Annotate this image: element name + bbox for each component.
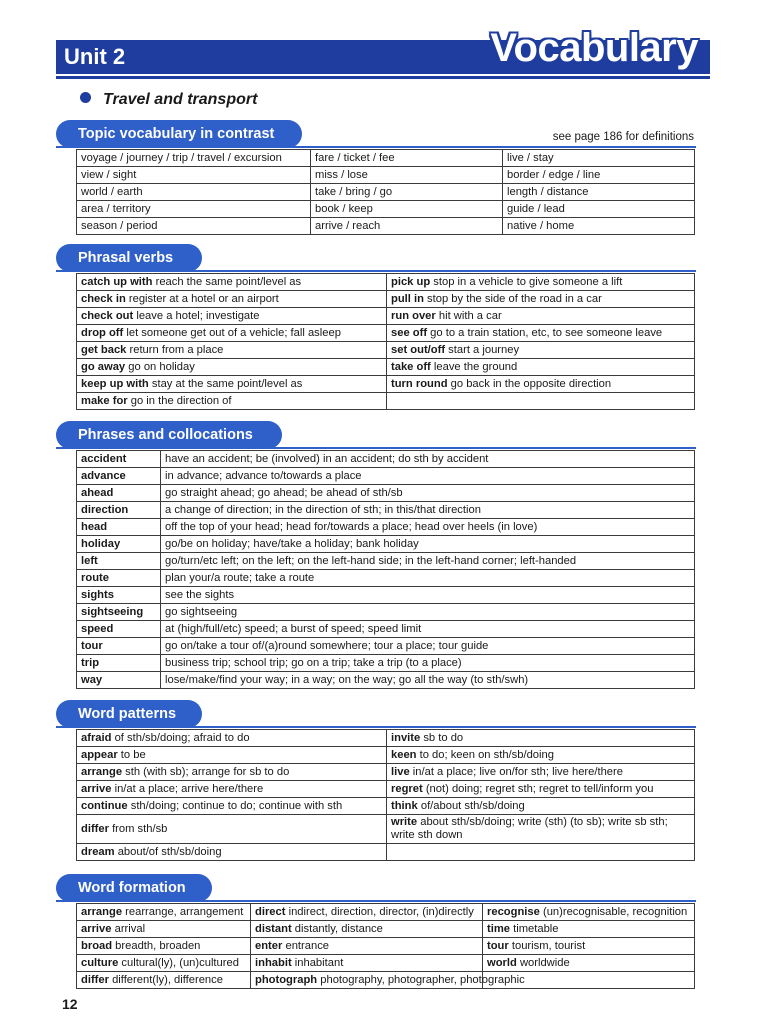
collocations: have an accident; be (involved) in an accident; do sth by accident <box>165 452 489 465</box>
headword: culture <box>81 956 119 969</box>
definition: go back in the opposite direction <box>447 377 612 390</box>
section-rule-formation <box>56 900 696 902</box>
headword: enter <box>255 939 283 952</box>
headword-cell <box>77 451 161 468</box>
headword: take off <box>391 360 431 373</box>
table-cell <box>311 184 503 201</box>
collocations-cell <box>161 553 695 570</box>
table-cell <box>77 815 387 844</box>
table-row <box>77 570 695 587</box>
table-cell <box>483 938 695 955</box>
table-cell <box>387 274 695 291</box>
table-cell <box>77 218 311 235</box>
headword: head <box>81 520 108 533</box>
table-cell <box>503 150 695 167</box>
table-row <box>77 325 695 342</box>
section-title-phrasal: Phrasal verbs <box>56 244 202 272</box>
definition: in/at a place; arrive here/there <box>111 782 264 795</box>
definition: entrance <box>282 939 330 952</box>
section-title-patterns: Word patterns <box>56 700 202 728</box>
table-row <box>77 342 695 359</box>
headword-cell <box>77 553 161 570</box>
collocations: business trip; school trip; go on a trip; take a trip (to a place) <box>165 656 462 669</box>
header-rule <box>56 76 710 79</box>
section-title-phrases: Phrases and collocations <box>56 421 282 449</box>
word-formation-table <box>76 903 695 989</box>
definition: (not) doing; regret sth; regret to tell/inform you <box>422 782 654 795</box>
definition: inhabitant <box>291 956 344 969</box>
cell-text: native / home <box>507 219 575 232</box>
definition: sth (with sb); arrange for sb to do <box>122 765 290 778</box>
table-cell <box>251 955 483 972</box>
phrasal-verbs-table <box>76 273 695 410</box>
word-patterns-table <box>76 729 695 861</box>
headword: accident <box>81 452 127 465</box>
cell-text: border / edge / line <box>507 168 601 181</box>
table-cell <box>483 904 695 921</box>
definition: leave the ground <box>430 360 518 373</box>
cell-text: view / sight <box>81 168 137 181</box>
headword: pull in <box>391 292 424 305</box>
section-rule-phrasal <box>56 270 696 272</box>
cell-text: miss / lose <box>315 168 368 181</box>
cell-text: fare / ticket / fee <box>315 151 395 164</box>
table-cell <box>77 921 251 938</box>
table-cell <box>77 308 387 325</box>
table-row <box>77 621 695 638</box>
table-row <box>77 921 695 938</box>
headword-cell <box>77 502 161 519</box>
definition: sth/doing; continue to do; continue with sth <box>127 799 343 812</box>
table-row <box>77 150 695 167</box>
table-row <box>77 747 695 764</box>
cell-text: world / earth <box>81 185 143 198</box>
table-cell <box>77 844 387 861</box>
table-row <box>77 519 695 536</box>
headword: check out <box>81 309 134 322</box>
table-row <box>77 730 695 747</box>
headword: speed <box>81 622 114 635</box>
table-cell <box>77 291 387 308</box>
table-cell <box>77 955 251 972</box>
bullet-icon <box>80 92 91 103</box>
topic-heading <box>80 88 257 112</box>
collocations-cell <box>161 655 695 672</box>
table-cell <box>311 201 503 218</box>
table-cell <box>387 308 695 325</box>
headword: go away <box>81 360 126 373</box>
table-row <box>77 184 695 201</box>
cell-text: guide / lead <box>507 202 565 215</box>
headword-cell <box>77 485 161 502</box>
table-row <box>77 485 695 502</box>
collocations: in advance; advance to/towards a place <box>165 469 362 482</box>
table-cell <box>77 325 387 342</box>
table-cell <box>77 184 311 201</box>
table-cell <box>77 730 387 747</box>
headword: recognise <box>487 905 540 918</box>
collocations-cell <box>161 468 695 485</box>
headword: way <box>81 673 103 686</box>
definition: about sth/sb/doing; write (sth) (to sb); write sb sth; write sth down <box>391 816 668 841</box>
table-cell <box>77 938 251 955</box>
headword: left <box>81 554 98 567</box>
definition: stay at the same point/level as <box>148 377 303 390</box>
collocations: go straight ahead; go ahead; be ahead of sth/sb <box>165 486 403 499</box>
headword: broad <box>81 939 113 952</box>
table-row <box>77 655 695 672</box>
table-cell <box>387 291 695 308</box>
table-row <box>77 376 695 393</box>
table-cell <box>77 904 251 921</box>
definition: cultural(ly), (un)cultured <box>118 956 239 969</box>
table-cell <box>387 325 695 342</box>
contrast-table <box>76 149 695 235</box>
definition: breadth, broaden <box>112 939 201 952</box>
definition: of/about sth/sb/doing <box>417 799 525 812</box>
table-row <box>77 308 695 325</box>
table-row <box>77 764 695 781</box>
table-row <box>77 536 695 553</box>
topic-label: Travel and transport <box>103 91 258 108</box>
headword: arrive <box>81 922 112 935</box>
page-title: Vocabulary <box>490 26 698 70</box>
definition: let someone get out of a vehicle; fall asleep <box>123 326 341 339</box>
definitions-note: see page 186 for definitions <box>552 131 694 143</box>
headword: turn round <box>391 377 448 390</box>
table-row <box>77 502 695 519</box>
table-cell <box>503 201 695 218</box>
headword: set out/off <box>391 343 446 356</box>
definition: stop by the side of the road in a car <box>423 292 602 305</box>
table-cell <box>77 274 387 291</box>
table-cell <box>387 781 695 798</box>
headword: direct <box>255 905 286 918</box>
table-cell <box>311 150 503 167</box>
headword: pick up <box>391 275 431 288</box>
table-cell <box>311 218 503 235</box>
collocations-cell <box>161 587 695 604</box>
definition: start a journey <box>445 343 520 356</box>
headword: holiday <box>81 537 121 550</box>
headword: make for <box>81 394 128 407</box>
table-cell <box>387 393 695 410</box>
section-title-formation: Word formation <box>56 874 212 902</box>
table-row <box>77 451 695 468</box>
collocations: lose/make/find your way; in a way; on the way; go all the way (to sth/swh) <box>165 673 529 686</box>
table-cell <box>77 376 387 393</box>
cell-text: book / keep <box>315 202 373 215</box>
table-cell <box>503 218 695 235</box>
collocations-cell <box>161 570 695 587</box>
definition: rearrange, arrangement <box>122 905 244 918</box>
table-cell <box>387 764 695 781</box>
cell-text: season / period <box>81 219 158 232</box>
table-row <box>77 672 695 689</box>
table-row <box>77 844 695 861</box>
table-cell <box>77 764 387 781</box>
table-row <box>77 393 695 410</box>
collocations-cell <box>161 672 695 689</box>
page-number: 12 <box>62 996 78 1012</box>
headword: invite <box>391 731 421 744</box>
definition: leave a hotel; investigate <box>133 309 260 322</box>
table-cell <box>77 798 387 815</box>
table-row <box>77 798 695 815</box>
headword-cell <box>77 519 161 536</box>
definition: to do; keen on sth/sb/doing <box>416 748 554 761</box>
headword: appear <box>81 748 118 761</box>
table-row <box>77 274 695 291</box>
table-cell <box>387 359 695 376</box>
headword: drop off <box>81 326 124 339</box>
headword: tour <box>81 639 103 652</box>
definition: go on holiday <box>125 360 195 373</box>
headword-cell <box>77 570 161 587</box>
headword: route <box>81 571 109 584</box>
table-cell <box>77 393 387 410</box>
headword: trip <box>81 656 100 669</box>
table-cell <box>251 904 483 921</box>
collocations: at (high/full/etc) speed; a burst of speed; speed limit <box>165 622 422 635</box>
table-row <box>77 938 695 955</box>
headword: sights <box>81 588 114 601</box>
table-row <box>77 468 695 485</box>
cell-text: arrive / reach <box>315 219 381 232</box>
headword: keep up with <box>81 377 149 390</box>
cell-text: live / stay <box>507 151 554 164</box>
definition: go in the direction of <box>127 394 232 407</box>
collocations-cell <box>161 485 695 502</box>
headword-cell <box>77 468 161 485</box>
headword: arrive <box>81 782 112 795</box>
headword: afraid <box>81 731 112 744</box>
headword: live <box>391 765 410 778</box>
collocations: go on/take a tour of/(a)round somewhere; tour a place; tour guide <box>165 639 489 652</box>
headword: differ <box>81 973 109 986</box>
collocations: off the top of your head; head for/towards a place; head over heels (in love) <box>165 520 538 533</box>
table-cell <box>503 167 695 184</box>
collocations: go/turn/etc left; on the left; on the left-hand side; in the left-hand corner; left-handed <box>165 554 577 567</box>
collocations-cell <box>161 502 695 519</box>
table-row <box>77 587 695 604</box>
table-cell <box>77 972 251 989</box>
table-cell <box>77 201 311 218</box>
section-rule-patterns <box>56 726 696 728</box>
collocations: a change of direction; in the direction of sth; in this/that direction <box>165 503 481 516</box>
definition: in/at a place; live on/for sth; live here/there <box>409 765 623 778</box>
table-cell <box>483 921 695 938</box>
phrases-table <box>76 450 695 689</box>
headword: advance <box>81 469 126 482</box>
definition: timetable <box>510 922 559 935</box>
table-row <box>77 201 695 218</box>
table-cell <box>251 972 525 989</box>
definition: distantly, distance <box>291 922 383 935</box>
headword: run over <box>391 309 436 322</box>
section-rule-phrases <box>56 447 696 449</box>
headword: get back <box>81 343 127 356</box>
headword: ahead <box>81 486 114 499</box>
headword-cell <box>77 655 161 672</box>
headword: think <box>391 799 418 812</box>
headword: differ <box>81 822 109 835</box>
definition: from sth/sb <box>108 822 168 835</box>
collocations: go/be on holiday; have/take a holiday; bank holiday <box>165 537 419 550</box>
headword-cell <box>77 536 161 553</box>
table-cell <box>387 815 695 844</box>
headword: arrange <box>81 905 123 918</box>
table-row <box>77 972 695 989</box>
headword-cell <box>77 672 161 689</box>
table-cell <box>387 798 695 815</box>
collocations: see the sights <box>165 588 235 601</box>
headword: continue <box>81 799 128 812</box>
headword: check in <box>81 292 126 305</box>
collocations-cell <box>161 621 695 638</box>
headword: inhabit <box>255 956 292 969</box>
table-row <box>77 781 695 798</box>
cell-text: length / distance <box>507 185 589 198</box>
headword: arrange <box>81 765 123 778</box>
definition: arrival <box>111 922 146 935</box>
cell-text: voyage / journey / trip / travel / excursion <box>81 151 282 164</box>
table-cell <box>77 781 387 798</box>
unit-title: Unit 2 <box>64 44 126 69</box>
definition: return from a place <box>126 343 224 356</box>
table-cell <box>77 150 311 167</box>
headword-cell <box>77 587 161 604</box>
definition: worldwide <box>516 956 570 969</box>
collocations-cell <box>161 604 695 621</box>
table-cell <box>77 747 387 764</box>
table-row <box>77 167 695 184</box>
collocations-cell <box>161 519 695 536</box>
headword: distant <box>255 922 292 935</box>
headword: regret <box>391 782 423 795</box>
table-row <box>77 218 695 235</box>
headword: keen <box>391 748 417 761</box>
table-row <box>77 291 695 308</box>
table-row <box>77 604 695 621</box>
headword: catch up with <box>81 275 153 288</box>
definition: hit with a car <box>435 309 502 322</box>
table-cell <box>77 359 387 376</box>
collocations-cell <box>161 451 695 468</box>
headword: sightseeing <box>81 605 144 618</box>
collocations: plan your/a route; take a route <box>165 571 315 584</box>
definition: (un)recognisable, recognition <box>539 905 688 918</box>
definition: go to a train station, etc, to see someone leave <box>427 326 663 339</box>
definition: stop in a vehicle to give someone a lift <box>430 275 623 288</box>
definition: photography, photographer, photographic <box>317 973 525 986</box>
table-row <box>77 359 695 376</box>
headword: photograph <box>255 973 318 986</box>
table-cell <box>387 342 695 359</box>
definition: register at a hotel or an airport <box>125 292 279 305</box>
headword: write <box>391 816 418 828</box>
definition: about/of sth/sb/doing <box>114 845 222 858</box>
cell-text: area / territory <box>81 202 151 215</box>
table-cell <box>387 376 695 393</box>
table-row <box>77 815 695 844</box>
collocations-cell <box>161 536 695 553</box>
table-row <box>77 904 695 921</box>
table-cell <box>311 167 503 184</box>
table-cell <box>503 184 695 201</box>
table-cell <box>387 747 695 764</box>
table-row <box>77 553 695 570</box>
collocations: go sightseeing <box>165 605 238 618</box>
table-cell <box>77 167 311 184</box>
headword-cell <box>77 638 161 655</box>
definition: indirect, direction, director, (in)directly <box>285 905 474 918</box>
headword-cell <box>77 604 161 621</box>
table-cell <box>251 921 483 938</box>
definition: reach the same point/level as <box>152 275 302 288</box>
table-cell <box>483 955 695 972</box>
cell-text: take / bring / go <box>315 185 393 198</box>
headword: dream <box>81 845 115 858</box>
table-cell <box>387 844 695 861</box>
table-row <box>77 638 695 655</box>
table-row <box>77 955 695 972</box>
definition: to be <box>117 748 146 761</box>
definition: sb to do <box>420 731 464 744</box>
definition: different(ly), difference <box>108 973 223 986</box>
headword-cell <box>77 621 161 638</box>
section-rule-contrast <box>56 146 696 148</box>
table-cell <box>77 342 387 359</box>
table-cell <box>387 730 695 747</box>
definition: of sth/sb/doing; afraid to do <box>111 731 250 744</box>
definition: tourism, tourist <box>508 939 586 952</box>
headword: tour <box>487 939 509 952</box>
collocations-cell <box>161 638 695 655</box>
headword: see off <box>391 326 428 339</box>
headword: world <box>487 956 517 969</box>
table-cell <box>251 938 483 955</box>
headword: time <box>487 922 511 935</box>
headword: direction <box>81 503 129 516</box>
section-title-contrast: Topic vocabulary in contrast <box>56 120 302 148</box>
